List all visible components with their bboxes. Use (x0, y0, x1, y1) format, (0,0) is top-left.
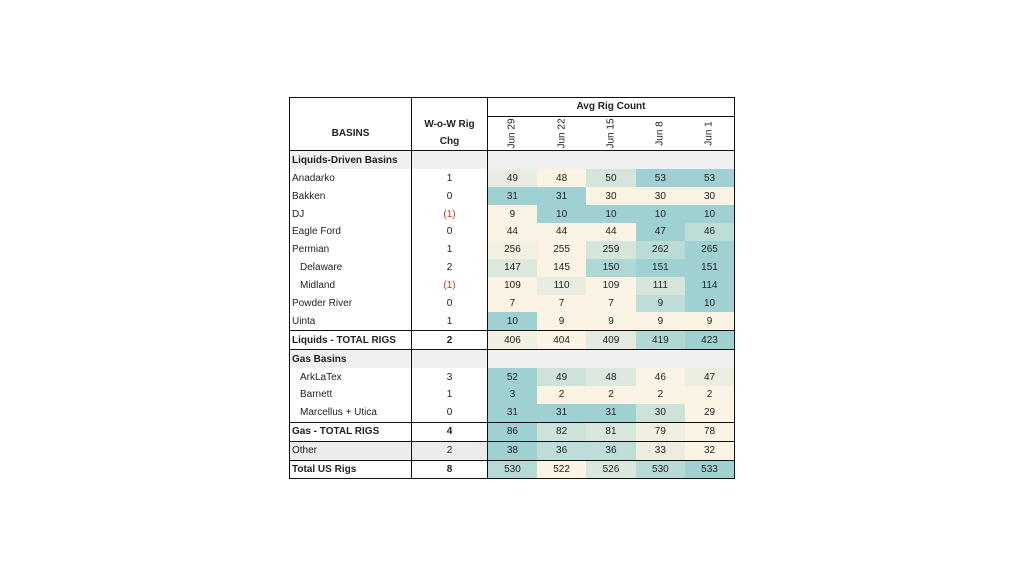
basin-label: Marcellus + Utica (290, 404, 412, 422)
basin-row (290, 223, 735, 241)
wow-change: 4 (412, 422, 488, 441)
rig-count-cell: 526 (586, 460, 635, 479)
rig-count-cell (537, 151, 586, 169)
rig-count-cell: 44 (586, 223, 635, 241)
rig-count-cell: 419 (636, 331, 685, 350)
rig-count-cell: 38 (488, 441, 537, 460)
basin-label: Delaware (290, 259, 412, 277)
rig-count-cell: 109 (488, 277, 537, 295)
rig-count-cell: 530 (488, 460, 537, 479)
rig-count-cell: 31 (586, 404, 635, 422)
rig-count-cell: 78 (685, 422, 734, 441)
rig-count-cell: 533 (685, 460, 734, 479)
rig-count-cell: 406 (488, 331, 537, 350)
wow-change: 0 (412, 295, 488, 313)
rig-count-cell: 36 (537, 441, 586, 460)
basin-row (290, 259, 735, 277)
wow-change: 8 (412, 460, 488, 479)
rig-count-cell: 145 (537, 259, 586, 277)
wow-change: 1 (412, 386, 488, 404)
section-row (290, 350, 735, 368)
basin-label: Liquids-Driven Basins (290, 151, 412, 169)
basin-row (290, 368, 735, 386)
rig-count-cell: 47 (685, 368, 734, 386)
rig-count-cell: 10 (488, 312, 537, 330)
basin-row (290, 277, 735, 295)
rig-count-cell: 30 (636, 187, 685, 205)
wow-change (412, 350, 488, 368)
rig-count-cell: 111 (636, 277, 685, 295)
rig-count-cell: 86 (488, 422, 537, 441)
rig-count-cell: 9 (537, 312, 586, 330)
rig-count-cell: 2 (636, 386, 685, 404)
week-header (586, 116, 635, 151)
rig-count-cell (586, 151, 635, 169)
rig-count-cell: 530 (636, 460, 685, 479)
wow-change: 1 (412, 241, 488, 259)
rig-count-cell: 9 (636, 295, 685, 313)
rig-count-cell: 2 (537, 386, 586, 404)
rig-count-cell: 48 (537, 169, 586, 187)
basin-label: ArkLaTex (290, 368, 412, 386)
wow-header-line2: Chg (439, 136, 460, 148)
wow-change: 1 (412, 169, 488, 187)
rig-count-cell: 265 (685, 241, 734, 259)
rig-count-cell: 7 (537, 295, 586, 313)
rig-count-cell: 10 (586, 205, 635, 223)
week-label: Jun 15 (605, 118, 617, 149)
basin-label: Barnett (290, 386, 412, 404)
rig-count-cell (488, 350, 537, 368)
rig-count-cell: 46 (636, 368, 685, 386)
rig-count-cell: 36 (586, 441, 635, 460)
basin-row (290, 404, 735, 422)
rig-count-cell: 30 (636, 404, 685, 422)
rig-count-cell: 7 (488, 295, 537, 313)
rig-count-cell: 9 (488, 205, 537, 223)
rig-count-cell: 33 (636, 441, 685, 460)
wow-change: 2 (412, 441, 488, 460)
basin-row (290, 441, 735, 460)
rig-count-cell: 44 (537, 223, 586, 241)
rig-count-cell: 10 (636, 205, 685, 223)
rig-count-cell (685, 350, 734, 368)
week-header (685, 116, 734, 151)
rig-count-cell: 10 (685, 295, 734, 313)
basin-label: Powder River (290, 295, 412, 313)
wow-change: (1) (412, 205, 488, 223)
basin-label: Permian (290, 241, 412, 259)
rig-count-cell: 10 (685, 205, 734, 223)
week-header (537, 116, 586, 151)
rig-count-cell: 49 (537, 368, 586, 386)
rig-count-cell: 82 (537, 422, 586, 441)
rig-count-table (289, 97, 735, 479)
header-blank-basin (290, 98, 412, 117)
header-blank-wow (412, 98, 488, 117)
avg-rig-count-title: Avg Rig Count (488, 98, 735, 117)
basin-row (290, 205, 735, 223)
wow-change: 2 (412, 331, 488, 350)
rig-count-cell: 2 (685, 386, 734, 404)
basin-label: Gas Basins (290, 350, 412, 368)
week-header (488, 116, 537, 151)
basin-label: Eagle Ford (290, 223, 412, 241)
rig-count-cell: 31 (537, 404, 586, 422)
wow-change: 2 (412, 259, 488, 277)
week-label: Jun 8 (654, 121, 666, 146)
basin-row (290, 169, 735, 187)
wow-change: 3 (412, 368, 488, 386)
rig-count-cell: 50 (586, 169, 635, 187)
wow-header-line1: W-o-W Rig (424, 119, 475, 131)
basins-column-header: BASINS (290, 116, 412, 151)
rig-count-cell (488, 151, 537, 169)
wow-column-header (412, 116, 488, 151)
rig-count-cell: 3 (488, 386, 537, 404)
rig-count-cell: 423 (685, 331, 734, 350)
rig-count-cell: 49 (488, 169, 537, 187)
rig-count-cell: 9 (586, 312, 635, 330)
rig-count-cell: 30 (586, 187, 635, 205)
rig-count-cell: 53 (685, 169, 734, 187)
rig-count-cell: 150 (586, 259, 635, 277)
week-label: Jun 1 (704, 121, 715, 146)
rig-count-cell: 522 (537, 460, 586, 479)
total-row (290, 460, 735, 479)
rig-count-cell: 30 (685, 187, 734, 205)
rig-count-cell (636, 350, 685, 368)
rig-count-cell: 48 (586, 368, 635, 386)
rig-count-cell: 52 (488, 368, 537, 386)
rig-count-cell: 46 (685, 223, 734, 241)
basin-label: Anadarko (290, 169, 412, 187)
rig-count-cell: 110 (537, 277, 586, 295)
basin-label: Liquids - TOTAL RIGS (290, 331, 412, 350)
rig-count-cell: 109 (586, 277, 635, 295)
basin-label: Bakken (290, 187, 412, 205)
header-row-top (290, 98, 735, 117)
rig-count-cell: 31 (488, 187, 537, 205)
rig-count-cell (685, 151, 734, 169)
wow-change: (1) (412, 277, 488, 295)
rig-count-cell: 255 (537, 241, 586, 259)
rig-count-cell (636, 151, 685, 169)
basin-label: Total US Rigs (290, 460, 412, 479)
wow-change: 0 (412, 404, 488, 422)
rig-count-cell: 7 (586, 295, 635, 313)
rig-count-cell: 31 (537, 187, 586, 205)
basin-label: Uinta (290, 312, 412, 330)
wow-change: 0 (412, 223, 488, 241)
rig-count-cell: 44 (488, 223, 537, 241)
rig-count-cell: 151 (636, 259, 685, 277)
rig-count-cell: 10 (537, 205, 586, 223)
rig-count-cell: 147 (488, 259, 537, 277)
basin-row (290, 187, 735, 205)
rig-count-cell: 29 (685, 404, 734, 422)
total-row (290, 422, 735, 441)
wow-change: 0 (412, 187, 488, 205)
rig-count-cell (537, 350, 586, 368)
rig-count-cell: 9 (636, 312, 685, 330)
rig-count-cell: 409 (586, 331, 635, 350)
rig-count-cell: 151 (685, 259, 734, 277)
wow-change: 1 (412, 312, 488, 330)
rig-count-cell: 256 (488, 241, 537, 259)
basin-label: Other (290, 441, 412, 460)
wow-change (412, 151, 488, 169)
rig-count-cell: 2 (586, 386, 635, 404)
header-row-main (290, 116, 735, 151)
rig-count-cell: 32 (685, 441, 734, 460)
basin-row (290, 241, 735, 259)
rig-count-cell: 47 (636, 223, 685, 241)
rig-count-cell: 9 (685, 312, 734, 330)
rig-count-cell: 114 (685, 277, 734, 295)
basin-row (290, 386, 735, 404)
basin-row (290, 312, 735, 330)
week-header (636, 116, 685, 151)
total-row (290, 331, 735, 350)
basin-label: Gas - TOTAL RIGS (290, 422, 412, 441)
rig-count-cell: 259 (586, 241, 635, 259)
basin-row (290, 295, 735, 313)
rig-count-cell: 262 (636, 241, 685, 259)
week-label: Jun 29 (506, 118, 518, 149)
rig-count-cell: 31 (488, 404, 537, 422)
rig-count-cell: 404 (537, 331, 586, 350)
rig-count-cell: 81 (586, 422, 635, 441)
week-label: Jun 22 (556, 118, 568, 149)
basin-label: DJ (290, 205, 412, 223)
rig-count-cell (586, 350, 635, 368)
rig-count-cell: 53 (636, 169, 685, 187)
section-row (290, 151, 735, 169)
basin-label: Midland (290, 277, 412, 295)
rig-count-cell: 79 (636, 422, 685, 441)
